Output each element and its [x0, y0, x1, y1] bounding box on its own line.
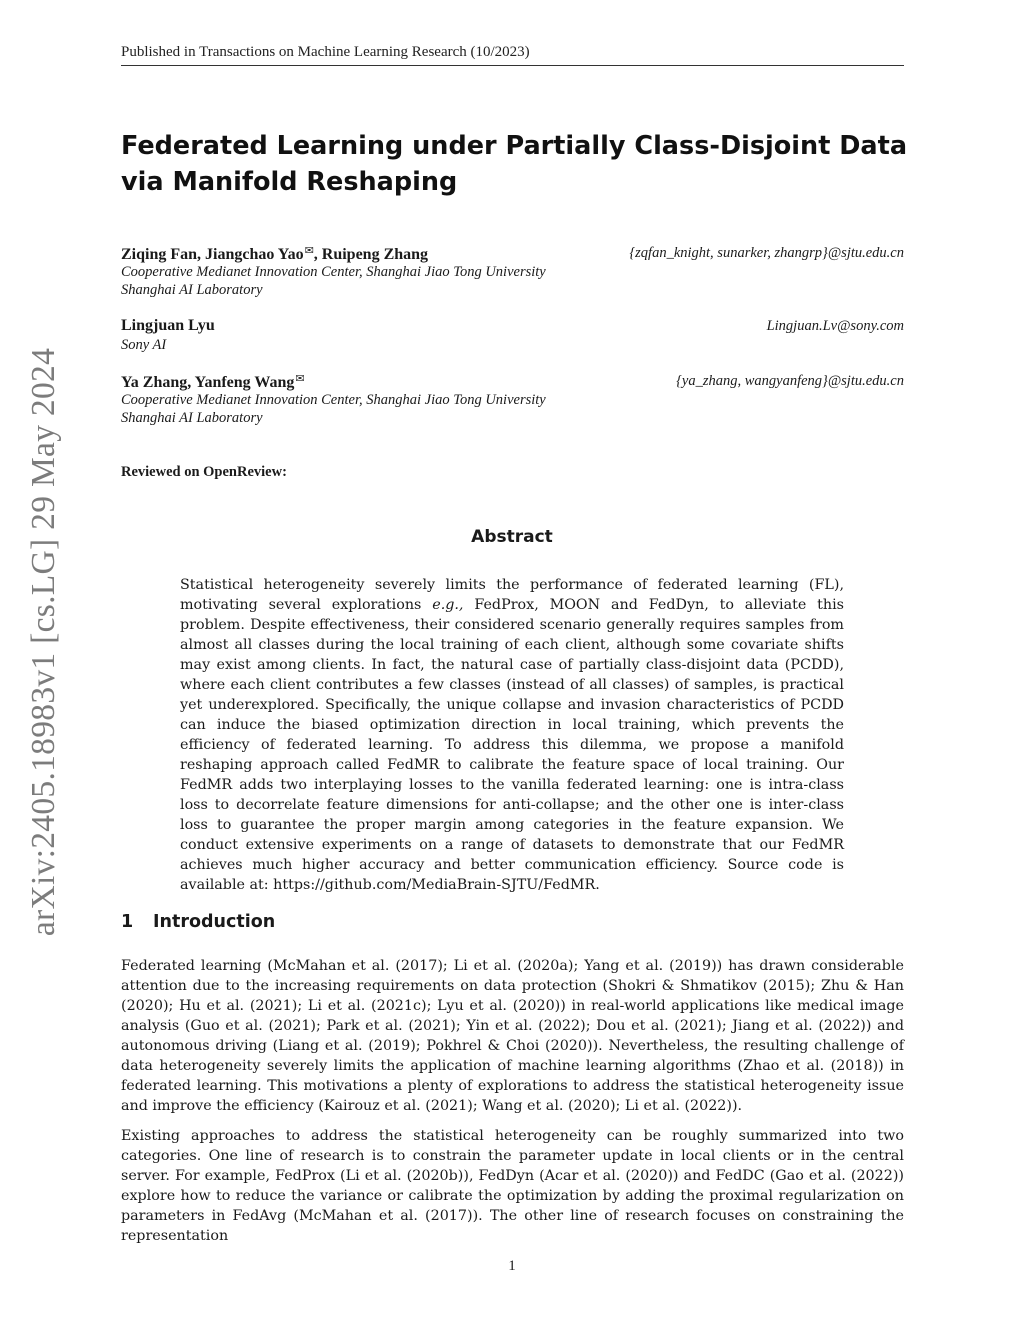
intro-paragraph-1: Federated learning (McMahan et al. (2017); Li et al. (2020a); Yang et al. (2019)) has drawn considerable attention due to the increasing requirements on data protection (Shokri & Shmatikov (2015); Zhu & Han (2020); Hu et al. (2021); Li et al. (2021c); Lyu et al. (2020)) in real-world applications like medical image analysis (Guo et al. (2021); Park et al. (2021); Yin et al. (2022); Dou et al. (2021); Jiang et al. (2022)) and autonomous driving (Liang et al. (2019); Pokhrel & Choi (2020)). Nevertheless, the resulting challenge of data heterogeneity severely limits the application of machine learning algorithms (Zhao et al. (2018)) in federated learning. This motivations a plenty of explorations to address the statistical heterogeneity issue and improve the efficiency (Kairouz et al. (2021); Wang et al. (2020); Li et al. (2022)). [121, 958, 904, 1114]
page-number: 1 [508, 1258, 516, 1274]
reviewed-on-openreview: Reviewed on OpenReview: [121, 464, 287, 480]
arxiv-id: arXiv:2405.18983v1 [cs.LG] 29 May 2024 [25, 347, 62, 937]
author-email: Lingjuan.Lv@sony.com [766, 318, 904, 334]
abstract-heading: Abstract [471, 527, 553, 547]
intro-paragraph-2: Existing approaches to address the statistical heterogeneity can be roughly summarized into two categories. One line of research is to constrain the parameter update in local clients or in the central server. For example, FedProx (Li et al. (2020b)), FedDyn (Acar et al. (2020)) and FedDC (Gao et al. (2022)) explore how to reduce the variance or calibrate the optimization by adding the proximal regularization on parameters in FedAvg (McMahan et al. (2017)). The other line of research focuses on constraining the representation [121, 1128, 904, 1244]
header-rule [121, 65, 904, 66]
affiliation: Sony AI [121, 337, 167, 353]
envelope-icon: ✉ [295, 373, 305, 385]
author-names: Lingjuan Lyu [121, 317, 215, 334]
running-head: Published in Transactions on Machine Learning Research (10/2023) [121, 44, 530, 60]
abstract-eg: e.g., [432, 597, 464, 613]
paper-title: Federated Learning under Partially Class-Disjoint Data via Manifold Reshaping [121, 131, 908, 197]
affiliation: Cooperative Medianet Innovation Center, Shanghai Jiao Tong University [121, 264, 546, 280]
section-title: Introduction [153, 912, 276, 932]
affiliation: Shanghai AI Laboratory [121, 410, 263, 426]
author-names: Ya Zhang, Yanfeng Wang✉ [121, 373, 305, 391]
section-heading-introduction [121, 912, 275, 932]
author-email: {zqfan_knight, sunarker, zhangrp}@sjtu.edu.cn [629, 245, 904, 261]
abstract-body: Statistical heterogeneity severely limits the performance of federated learning (FL), motivating several explorations e.g., FedProx, MOON and FedDyn, to alleviate this problem. Despite effectiveness, their considered scenario generally requires samples from almost all classes during the local training of each client, although some covariate shifts may exist among clients. In fact, the natural case of partially class-disjoint data (PCDD), where each client contributes a few classes (instead of all classes) of samples, is practical yet underexplored. Specifically, the unique collapse and invasion characteristics of PCDD can induce the biased optimization direction in local training, which prevents the efficiency of federated learning. To address this dilemma, we propose a manifold reshaping approach called FedMR to calibrate the feature space of local training. Our FedMR adds two interplaying losses to the vanilla federated learning: one is intra-class loss to decorrelate feature dimensions for anti-collapse; and the other one is inter-class loss to guarantee the proper margin among categories in the feature expansion. We conduct extensive experiments on a range of datasets to demonstrate that our FedMR achieves much higher accuracy and better communication efficiency. Source code is available at: https://github.com/MediaBrain-SJTU/FedMR. [180, 577, 845, 893]
affiliation: Shanghai AI Laboratory [121, 282, 263, 298]
section-number: 1 [121, 912, 134, 932]
affiliation: Cooperative Medianet Innovation Center, Shanghai Jiao Tong University [121, 392, 546, 408]
envelope-icon: ✉ [304, 245, 314, 257]
author-names: Ziqing Fan, Jiangchao Yao✉, Ruipeng Zhang [121, 245, 429, 263]
author-email: {ya_zhang, wangyanfeng}@sjtu.edu.cn [676, 373, 904, 389]
